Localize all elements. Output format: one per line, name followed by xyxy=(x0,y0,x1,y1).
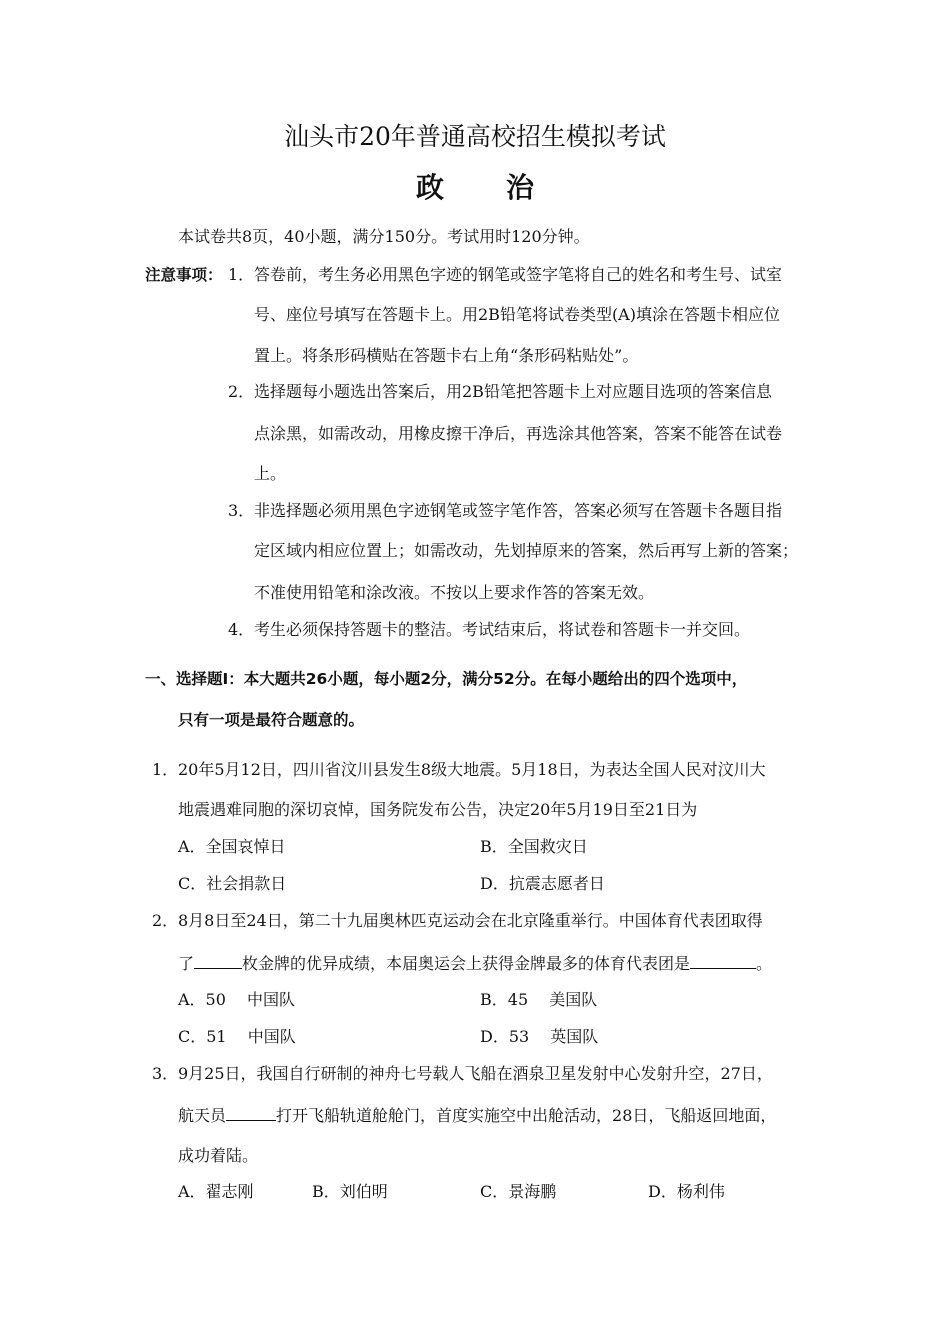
question-2-option-a: A．50 中国队 xyxy=(178,990,296,1009)
notice-item-4-num: 4． xyxy=(228,620,255,639)
question-3-line-1: 9月25日，我国自行研制的神舟七号载人飞船在酒泉卫星发射中心发射升空，27日， xyxy=(178,1064,773,1083)
question-3-line-2 xyxy=(178,1104,776,1126)
question-1-option-a: A．全国哀悼日 xyxy=(178,837,286,856)
notice-item-3-line-1: 非选择题必须用黑色字迹钢笔或签字笔作答，答案必须写在答题卡各题目指 xyxy=(254,501,783,520)
question-1-option-d: D．抗震志愿者日 xyxy=(480,874,605,893)
question-2-line-2 xyxy=(178,952,772,974)
subject-title xyxy=(0,170,950,206)
question-2-text-c: 。 xyxy=(756,954,773,973)
question-1-line-1: 20年5月12日，四川省汶川县发生8级大地震。5月18日，为表达全国人民对汶川大 xyxy=(178,760,766,779)
question-2-text-b: 枚金牌的优异成绩，本届奥运会上获得金牌最多的体育代表团是 xyxy=(242,954,691,973)
question-2-option-d: D．53 英国队 xyxy=(480,1027,599,1046)
question-3-option-b: B．刘伯明 xyxy=(312,1182,388,1201)
notice-item-3-num: 3． xyxy=(228,501,255,520)
notice-item-3-line-2: 定区域内相应位置上；如需改动，先划掉原来的答案，然后再写上新的答案； xyxy=(254,541,799,560)
notice-item-2-num: 2． xyxy=(228,382,255,401)
question-2-option-b: B．45 美国队 xyxy=(480,990,598,1009)
answer-blank-1 xyxy=(194,952,242,969)
notice-item-1-line-3: 置上。将条形码横贴在答题卡右上角“条形码粘贴处”。 xyxy=(254,346,639,365)
section-heading-line-2: 只有一项是最符合题意的。 xyxy=(178,711,365,729)
question-3-text-a: 航天员 xyxy=(178,1106,227,1125)
question-2-line-1: 8月8日至24日，第二十九届奥林匹克运动会在北京隆重举行。中国体育代表团取得 xyxy=(178,911,763,930)
question-3-line-3: 成功着陆。 xyxy=(178,1146,259,1165)
question-2-option-c: C．51 中国队 xyxy=(178,1027,296,1046)
question-1-option-b: B．全国救灾日 xyxy=(480,837,588,856)
exam-title: 汕头市20年普通高校招生模拟考试 xyxy=(284,122,666,151)
notice-item-2-line-1: 选择题每小题选出答案后，用2B铅笔把答题卡上对应题目选项的答案信息 xyxy=(254,382,772,401)
question-2-number: 2． xyxy=(152,911,179,930)
answer-blank-3 xyxy=(226,1104,276,1121)
question-1-number: 1． xyxy=(152,760,179,779)
section-heading-line-1: 一、选择题Ⅰ：本大题共26小题，每小题2分，满分52分。在每小题给出的四个选项中， xyxy=(145,670,748,688)
question-1-option-c: C．社会捐款日 xyxy=(178,874,287,893)
question-1-line-2: 地震遇难同胞的深切哀悼，国务院发布公告，决定20年5月19日至21日为 xyxy=(178,800,698,819)
notice-item-1-line-1: 答卷前，考生务必用黑色字迹的钢笔或签字笔将自己的姓名和考生号、试室 xyxy=(254,265,783,284)
question-3-number: 3． xyxy=(152,1064,179,1083)
notice-item-4-line-1: 考生必须保持答题卡的整洁。考试结束后，将试卷和答题卡一并交回。 xyxy=(254,620,751,639)
subject-char-1: 政 xyxy=(415,171,444,204)
notice-item-1-num: 1． xyxy=(228,265,255,284)
question-3-option-a: A．翟志刚 xyxy=(178,1182,254,1201)
subject-char-2: 治 xyxy=(506,171,535,204)
answer-blank-2 xyxy=(690,952,756,969)
notice-item-2-line-3: 上。 xyxy=(254,464,287,483)
question-3-text-b: 打开飞船轨道舱舱门，首度实施空中出舱活动，28日，飞船返回地面， xyxy=(276,1106,777,1125)
notice-label: 注意事项： xyxy=(145,266,223,284)
notice-item-2-line-2: 点涂黑，如需改动，用橡皮擦干净后，再选涂其他答案，答案不能答在试卷 xyxy=(254,424,783,443)
question-2-text-a: 了 xyxy=(178,954,195,973)
exam-intro: 本试卷共8页，40小题，满分150分。考试用时120分钟。 xyxy=(178,227,590,246)
question-3-option-c: C．景海鹏 xyxy=(480,1182,557,1201)
notice-item-3-line-3: 不准使用铅笔和涂改液。不按以上要求作答的答案无效。 xyxy=(254,583,655,602)
question-3-option-d: D．杨利伟 xyxy=(648,1182,725,1201)
notice-item-1-line-2: 号、座位号填写在答题卡上。用2B铅笔将试卷类型(A)填涂在答题卡相应位 xyxy=(254,305,780,324)
